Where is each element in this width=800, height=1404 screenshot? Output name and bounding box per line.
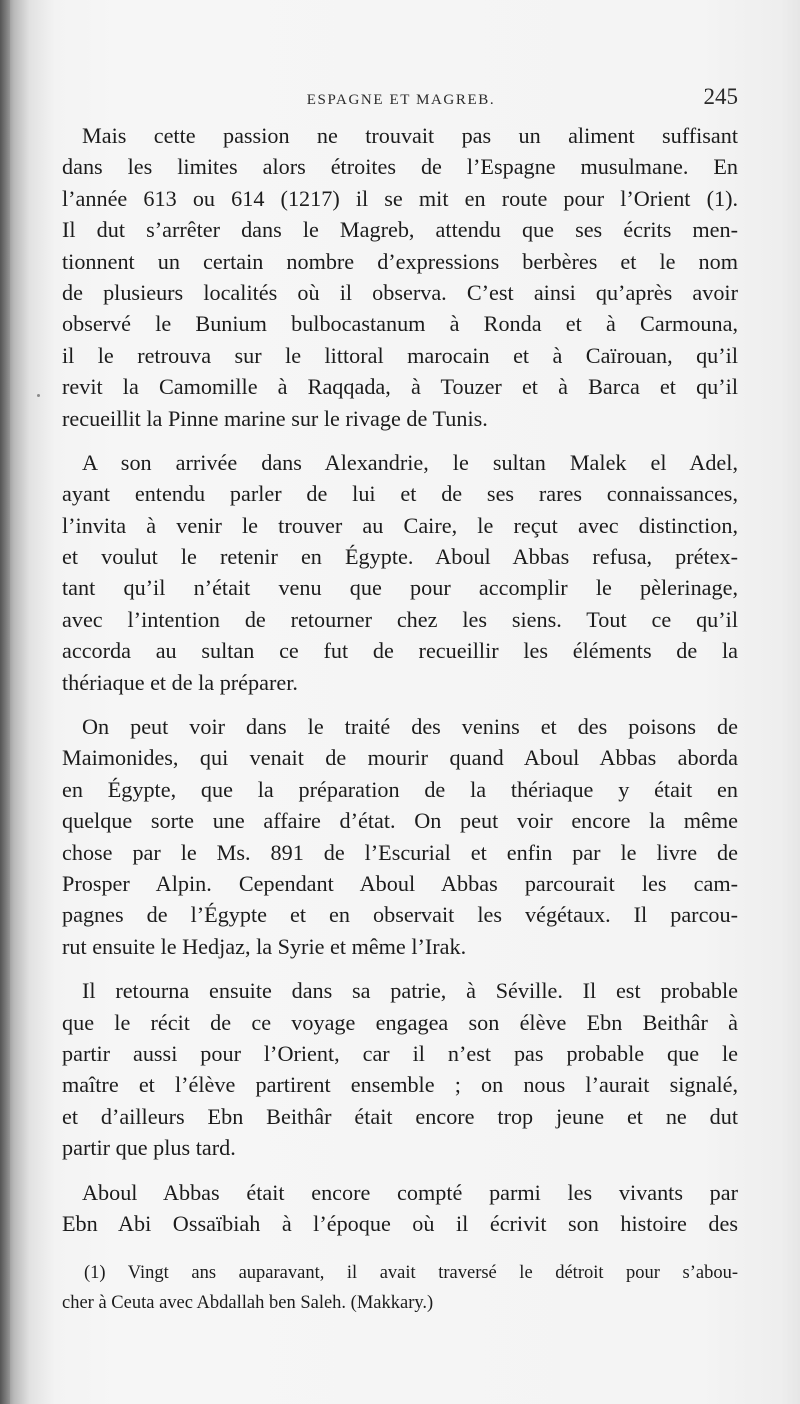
text-line: l’invita à venir le trouver au Caire, le reçut avec distinction, xyxy=(62,512,738,538)
text-line: de plusieurs localités où il observa. C’est ainsi qu’après avoir xyxy=(62,279,738,305)
paragraph-5 xyxy=(62,1177,738,1240)
paragraph-4 xyxy=(62,975,738,1163)
text-line: thériaque et de la préparer. xyxy=(62,669,298,695)
text-line: il le retrouva sur le littoral marocain et à Caïrouan, qu’il xyxy=(62,342,738,368)
text-line: dans les limites alors étroites de l’Espagne musulmane. En xyxy=(62,154,738,180)
text-line: que le récit de ce voyage engagea son élève Ebn Beithâr à xyxy=(62,1009,738,1035)
running-title: ESPAGNE ET MAGREB. xyxy=(306,92,496,108)
text-line: Prosper Alpin. Cependant Aboul Abbas parcourait les cam- xyxy=(62,870,738,896)
paragraph-2 xyxy=(62,447,738,698)
text-line: Maimonides, qui venait de mourir quand Aboul Abbas aborda xyxy=(62,745,738,771)
text-line: Ebn Abi Ossaïbiah à l’époque où il écrivit son histoire des xyxy=(62,1210,738,1236)
page-number: 245 xyxy=(703,84,738,109)
text-line: tant qu’il n’était venu que pour accomplir le pèlerinage, xyxy=(62,575,738,601)
body-text xyxy=(62,120,738,1252)
binding-shadow xyxy=(0,0,10,1404)
running-header xyxy=(62,84,740,114)
text-line: et voulut le retenir en Égypte. Aboul Abbas refusa, prétex- xyxy=(62,544,738,570)
text-line: chose par le Ms. 891 de l’Escurial et enfin par le livre de xyxy=(62,839,738,865)
text-line: revit la Camomille à Raqqada, à Touzer et à Barca et qu’il xyxy=(62,374,738,400)
text-line: Aboul Abbas était encore compté parmi les vivants par xyxy=(82,1179,738,1205)
text-line: maître et l’élève partirent ensemble ; on nous l’aurait signalé, xyxy=(62,1072,738,1098)
paragraph-3 xyxy=(62,711,738,962)
text-line: l’année 613 ou 614 (1217) il se mit en route pour l’Orient (1). xyxy=(62,185,738,211)
text-line: ayant entendu parler de lui et de ses rares connaissances, xyxy=(62,481,738,507)
text-line: quelque sorte une affaire d’état. On peut voir encore la même xyxy=(62,808,738,834)
text-line: Il dut s’arrêter dans le Magreb, attendu que ses écrits men- xyxy=(62,217,738,243)
paragraph-1 xyxy=(62,120,738,434)
text-line: observé le Bunium bulbocastanum à Ronda et à Carmouna, xyxy=(62,311,738,337)
text-line: partir aussi pour l’Orient, car il n’est pas probable que le xyxy=(62,1040,738,1066)
text-line: partir que plus tard. xyxy=(62,1135,236,1161)
text-line: en Égypte, que la préparation de la thériaque y était en xyxy=(62,776,738,802)
text-line: On peut voir dans le traité des venins et des poisons de xyxy=(82,714,738,740)
paper-speck xyxy=(37,394,40,397)
text-line: avec l’intention de retourner chez les siens. Tout ce qu’il xyxy=(62,606,738,632)
text-line: Il retourna ensuite dans sa patrie, à Séville. Il est probable xyxy=(82,978,738,1004)
text-line: accorda au sultan ce fut de recueillir les éléments de la xyxy=(62,638,738,664)
text-line: A son arrivée dans Alexandrie, le sultan Malek el Adel, xyxy=(82,449,738,475)
footnote xyxy=(62,1258,738,1318)
text-line: recueillit la Pinne marine sur le rivage de Tunis. xyxy=(62,405,488,431)
text-line: Mais cette passion ne trouvait pas un aliment suffisant xyxy=(82,123,738,148)
text-line: et d’ailleurs Ebn Beithâr était encore trop jeune et ne dut xyxy=(62,1103,738,1129)
text-line: tionnent un certain nombre d’expressions berbères et le nom xyxy=(62,248,738,274)
footnote-line: cher à Ceuta avec Abdallah ben Saleh. (Makkary.) xyxy=(62,1293,434,1313)
footnote-line: (1) Vingt ans auparavant, il avait traversé le détroit pour s’abou- xyxy=(84,1263,738,1283)
text-line: rut ensuite le Hedjaz, la Syrie et même l’Irak. xyxy=(62,933,467,959)
text-line: pagnes de l’Égypte et en observait les végétaux. Il parcou- xyxy=(62,902,738,928)
